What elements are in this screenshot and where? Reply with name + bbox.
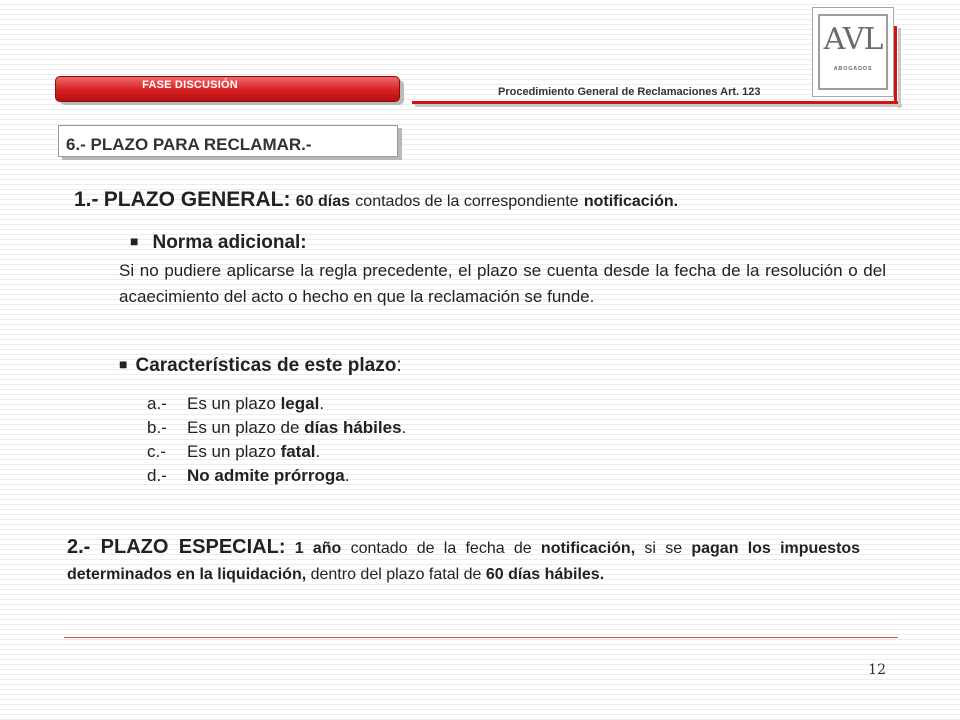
special-pagan: pagan los impuestos determinados en la liquidación, [67,540,861,583]
footer-rule [64,637,898,638]
list-letter: c.- [147,442,166,461]
special-term-paragraph [67,534,860,588]
list-text: Es un plazo de días hábiles. [187,418,407,437]
characteristics-title: Características de este plazo [135,355,397,376]
list-text: No admite prórroga. [187,466,350,485]
list-letter: b.- [147,418,167,437]
special-year: 1 año [294,540,342,557]
logo-rule-shadow [898,28,901,108]
general-days: 60 días [295,193,351,210]
special-text-3: dentro del plazo fatal de [310,566,482,583]
special-notification: notificación, [540,540,636,557]
list-letter: a.- [147,394,167,413]
general-number: 1.- [74,188,99,211]
logo-rule [894,26,897,104]
list-item [147,464,406,488]
general-label: PLAZO GENERAL: [103,188,291,211]
logo-subtitle: ABOGADOS [833,66,873,72]
list-text: Es un plazo legal. [187,394,325,413]
characteristics-heading [119,355,402,377]
additional-rule-heading [130,232,307,254]
characteristics-list [147,392,406,488]
bullet-square-icon: ■ [130,233,139,249]
page-number: 12 [868,662,886,678]
special-text-1: contado de la fecha de [350,540,532,557]
list-text: Es un plazo fatal. [187,442,321,461]
general-notification: notificación. [583,193,679,210]
header-rule [412,101,898,104]
additional-rule-body: Si no pudiere aplicarse la regla precedente, el plazo se cuenta desde la fecha de la resolución o del acaecimiento del acto o hecho en que la reclamación se funde. [119,261,886,306]
procedure-title: Procedimiento General de Reclamaciones Art. 123 [498,86,761,98]
special-label: 2.- PLAZO ESPECIAL: [67,536,286,558]
list-item [147,440,406,464]
list-item [147,392,406,416]
bullet-square-icon: ■ [119,356,128,372]
section-title: 6.- PLAZO PARA RECLAMAR.- [66,135,312,154]
special-days: 60 días hábiles. [485,566,605,583]
general-text: contados de la correspondiente [355,193,579,210]
list-letter: d.- [147,466,167,485]
list-item [147,416,406,440]
additional-rule-title: Norma adicional: [152,232,307,253]
special-text-2: si se [644,540,683,557]
header-rule-shadow [415,104,902,107]
logo-letters: AVL [823,22,883,57]
phase-label: FASE DISCUSIÓN [142,79,238,91]
characteristics-colon: : [396,355,402,376]
general-term-paragraph [74,188,678,212]
